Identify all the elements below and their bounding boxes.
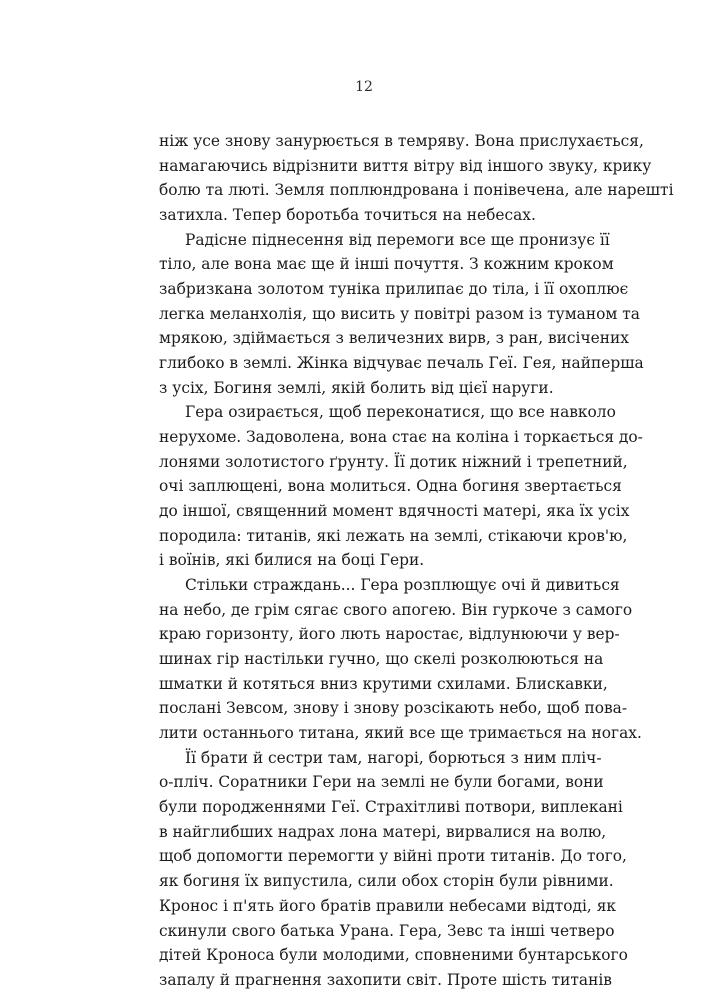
text-line: в найглибших надрах лона матері, вирвалися на волю,	[159, 822, 607, 841]
paragraph-end-line: і воїнів, які билися на боці Гери.	[159, 551, 425, 570]
paragraph-end-line: з усіх, Богиня землі, якій болить від цієї наруги.	[159, 378, 554, 397]
text-line: намагаючись відрізнити виття вітру від іншого звуку, крику	[159, 156, 652, 175]
text-line: забризкана золотом туніка прилипає до тіла, і її охоплює	[159, 280, 629, 299]
text-line: мрякою, здіймається з величезних вирв, з ран, висічених	[159, 329, 629, 348]
text-line: послані Зевсом, знову і знову розсікають небо, щоб пова-	[159, 699, 628, 718]
text-line: на небо, де грім сягає свого апогею. Він гуркоче з самого	[159, 600, 633, 619]
paragraph-first-line: Радісне піднесення від перемоги все ще пронизує її	[185, 230, 610, 249]
text-line: краю горизонту, його лють наростає, відлунюючи у вер-	[159, 625, 620, 644]
text-line: болю та люті. Земля поплюндрована і понівечена, але нарешті	[159, 181, 674, 200]
paragraph-first-line: Її брати й сестри там, нагорі, борються з ним пліч-	[185, 748, 602, 767]
text-line: як богиня їх випустила, сили обох сторін були рівними.	[159, 872, 614, 891]
text-line: лити останнього титана, який все ще тримається на ногах.	[159, 724, 642, 743]
text-line: щоб допомогти перемогти у війні проти титанів. До того,	[159, 847, 627, 866]
paragraph-first-line: Гера озирається, щоб переконатися, що все навколо	[185, 403, 616, 422]
text-line: породила: титанів, які лежать на землі, стікаючи кров'ю,	[159, 526, 628, 545]
text-line: легка меланхолія, що висить у повітрі разом із туманом та	[159, 304, 640, 323]
text-line: глибоко в землі. Жінка відчуває печаль Геї. Гея, найперша	[159, 354, 644, 373]
text-line: дітей Кроноса були молодими, сповненими бунтарського	[159, 946, 628, 965]
text-line: до іншої, священний момент вдячності матері, яка їх усіх	[159, 502, 630, 521]
text-line: о-пліч. Соратники Гери на землі не були богами, вони	[159, 773, 604, 792]
text-line: запалу й прагнення захопити світ. Проте шість титанів	[159, 970, 612, 989]
text-line: очі заплющені, вона молиться. Одна богиня звертається	[159, 477, 622, 496]
paragraph-end-line: затихла. Тепер боротьба точиться на небесах.	[159, 206, 536, 225]
paragraph-first-line: Стільки страждань... Гера розплющує очі й дивиться	[185, 576, 620, 595]
text-line: Кронос і п'ять його братів правили небесами відтоді, як	[159, 896, 617, 915]
text-line: скинули свого батька Урана. Гера, Зевс та інші четверо	[159, 921, 615, 940]
text-line: нерухоме. Задоволена, вона стає на коліна і торкається до-	[159, 428, 643, 447]
body-text	[159, 129, 674, 993]
text-line: були породженнями Геї. Страхітливі потвори, виплекані	[159, 798, 623, 817]
text-line: лонями золотистого ґрунту. Її дотик ніжний і трепетний,	[159, 452, 628, 471]
text-line: тіло, але вона має ще й інші почуття. З кожним кроком	[159, 255, 614, 274]
text-line: ніж усе знову занурюється в темряву. Вона прислухається,	[159, 132, 644, 150]
text-line: шматки й котяться вниз крутими схилами. Блискавки,	[159, 674, 608, 693]
page-number: 12	[355, 79, 373, 95]
text-line: шинах гір настільки гучно, що скелі розколюються на	[159, 650, 604, 669]
